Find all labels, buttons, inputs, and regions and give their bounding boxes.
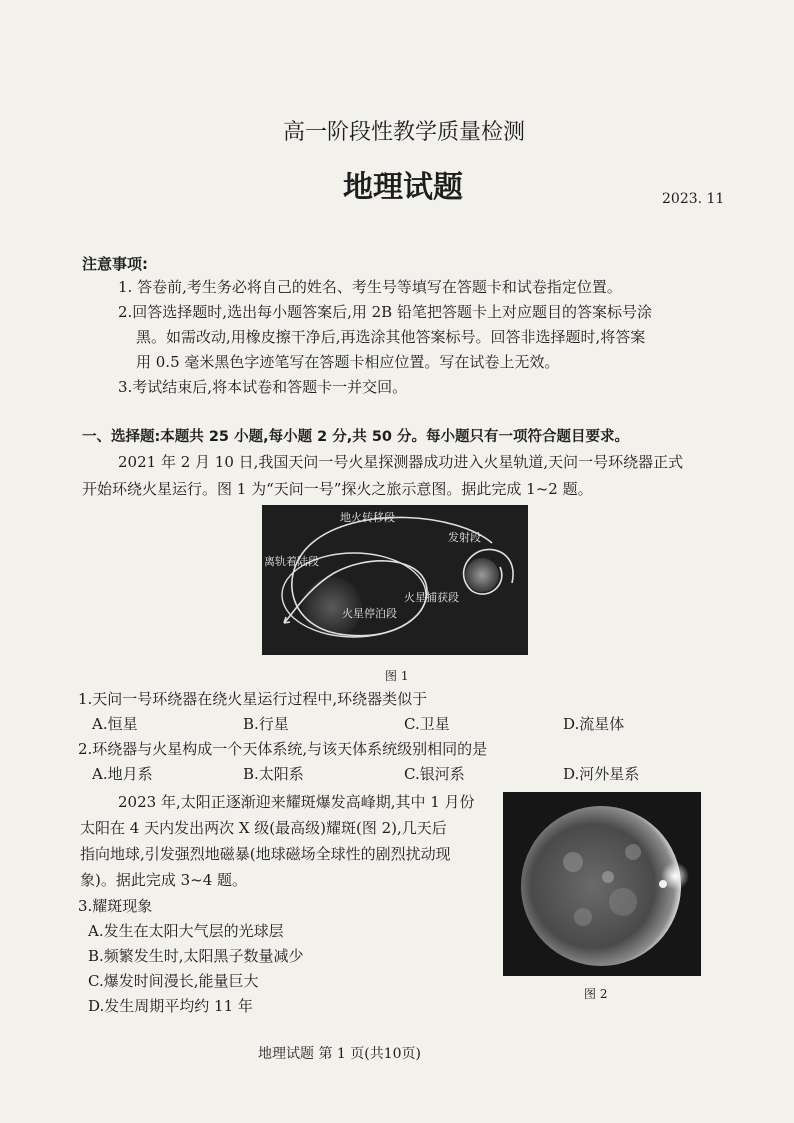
page-footer: 地理试题 第 1 页(共10页) <box>258 1046 421 1062</box>
notes-heading: 注意事项: <box>82 255 148 273</box>
passage-line: 指向地球,引发强烈地磁暴(地球磁场全球性的剧烈扰动现 <box>80 845 451 863</box>
note-line: 2.回答选择题时,选出每小题答案后,用 2B 铅笔把答题卡上对应题目的答案标号涂 <box>118 303 652 321</box>
passage-line: 2021 年 2 月 10 日,我国天问一号火星探测器成功进入火星轨道,天问一号环绕器正式 <box>118 453 684 471</box>
label-deorbit: 离轨着陆段 <box>264 555 319 568</box>
question-1-stem: 1.天问一号环绕器在绕火星运行过程中,环绕器类似于 <box>78 690 428 708</box>
passage-line: 开始环绕火星运行。图 1 为“天问一号”探火之旅示意图。据此完成 1~2 题。 <box>82 480 593 498</box>
label-capture: 火星捕获段 <box>404 591 459 604</box>
label-transfer: 地火转移段 <box>340 511 395 524</box>
question-2-option: B.太阳系 <box>243 765 304 783</box>
passage-line: 太阳在 4 天内发出两次 X 级(最高级)耀斑(图 2),几天后 <box>80 819 447 837</box>
question-1-option: C.卫星 <box>404 715 450 733</box>
note-line: 用 0.5 毫米黑色字迹笔写在答题卡相应位置。写在试卷上无效。 <box>136 353 560 371</box>
question-1-option: D.流星体 <box>563 715 625 733</box>
note-line: 1. 答卷前,考生务必将自己的姓名、考生号等填写在答题卡和试卷指定位置。 <box>118 278 622 296</box>
note-line: 黑。如需改动,用橡皮擦干净后,再选涂其他答案标号。回答非选择题时,将答案 <box>136 328 646 346</box>
question-2-option: D.河外星系 <box>563 765 640 783</box>
exam-date: 2023. 11 <box>662 191 725 207</box>
question-1-option: B.行星 <box>243 715 289 733</box>
question-2-stem: 2.环绕器与火星构成一个天体系统,与该天体系统级别相同的是 <box>78 740 488 758</box>
note-line: 3.考试结束后,将本试卷和答题卡一并交回。 <box>118 378 408 396</box>
question-3-stem: 3.耀斑现象 <box>78 897 153 915</box>
question-3-option: D.发生周期平均约 11 年 <box>88 997 253 1015</box>
question-3-option: B.频繁发生时,太阳黑子数量减少 <box>88 947 304 965</box>
question-3-option: A.发生在太阳大气层的光球层 <box>88 922 284 940</box>
sun-icon <box>521 806 681 966</box>
passage-line: 象)。据此完成 3~4 题。 <box>80 871 248 889</box>
question-1-option: A.恒星 <box>92 715 138 733</box>
label-launch: 发射段 <box>448 531 481 544</box>
question-3-option: C.爆发时间漫长,能量巨大 <box>88 972 259 990</box>
question-2-option: A.地月系 <box>92 765 153 783</box>
passage-line: 2023 年,太阳正逐渐迎来耀斑爆发高峰期,其中 1 月份 <box>118 793 475 811</box>
earth-icon <box>465 558 499 592</box>
figure-2-image <box>503 792 701 976</box>
figure-2-caption: 图 2 <box>584 987 608 1001</box>
figure-1-image <box>262 505 528 655</box>
figure-1-caption: 图 1 <box>385 669 409 683</box>
question-2-option: C.银河系 <box>404 765 465 783</box>
exam-title: 地理试题 <box>343 170 463 205</box>
sun-flare-image <box>503 792 701 976</box>
exam-subtitle: 高一阶段性教学质量检测 <box>283 120 526 145</box>
orbit-diagram <box>262 505 528 655</box>
section-heading: 一、选择题:本题共 25 小题,每小题 2 分,共 50 分。每小题只有一项符合题目要求。 <box>82 429 630 445</box>
label-parking: 火星停泊段 <box>342 607 397 620</box>
